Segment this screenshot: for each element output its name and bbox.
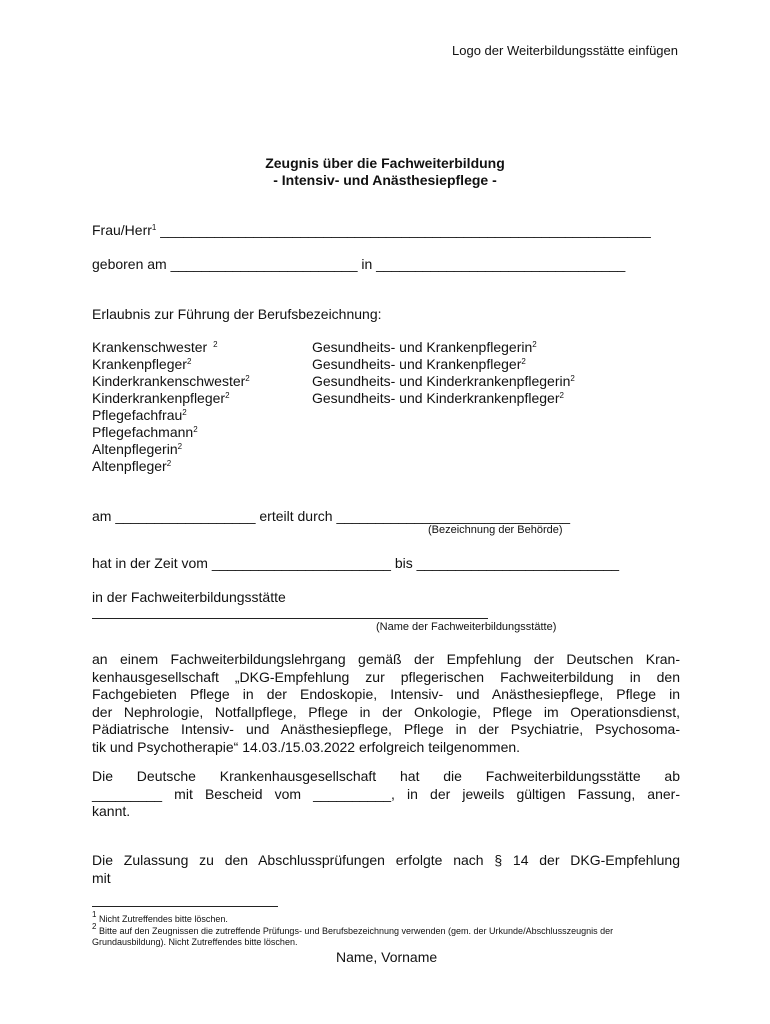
- granted-by-label: erteilt durch: [259, 508, 333, 524]
- profession-right-item[interactable]: [312, 356, 575, 373]
- footnote-ref-2: 2: [225, 391, 230, 400]
- period-to-label: bis: [394, 555, 413, 571]
- profession-right-item[interactable]: [312, 373, 575, 390]
- profession-left-label: Altenpfleger: [92, 458, 167, 474]
- profession-right-item[interactable]: [312, 339, 575, 356]
- profession-left-label: Kinderkrankenpfleger: [92, 390, 226, 406]
- recognition-paragraph: [92, 768, 680, 821]
- paragraph-line: Fachgebieten Pflege in der Endoskopie, Intensiv- und Anästhesiepflege, Pflege in: [92, 686, 680, 702]
- footnote-ref-2: 2: [559, 391, 564, 400]
- paragraph-line: Die Zulassung zu den Abschlussprüfungen erfolgte nach § 14 der DKG-Empfehlung: [92, 852, 680, 868]
- footnote-ref-2: 2: [570, 374, 575, 383]
- footnote-1-text: Nicht Zutreffendes bitte löschen.: [98, 914, 228, 924]
- born-label: geboren am: [92, 256, 167, 272]
- profession-left-item[interactable]: [92, 441, 250, 458]
- footnote-2-text: Bitte auf den Zeugnissen die zutreffende Prüfungs- und Berufsbezeichnung verwenden (gem. der Urkunde/Abschlusszeugnis der Grundausbildung). Nicht Zutreffendes bitte löschen.: [92, 926, 614, 947]
- paragraph-line: mit: [92, 869, 111, 886]
- name-signature-label: Name, Vorname: [336, 949, 438, 965]
- paragraph-line: Die Deutsche Krankenhausgesellschaft hat die Fachweiterbildungsstätte ab: [92, 768, 680, 784]
- profession-left-label: Krankenschwester: [92, 339, 208, 355]
- born-place-blank[interactable]: ________________________________: [376, 256, 626, 272]
- granted-field[interactable]: [92, 508, 570, 525]
- paragraph-line: tik und Psychotherapie“ 14.03./15.03.2022 erfolgreich teilgenommen.: [92, 738, 521, 755]
- granted-date-blank[interactable]: __________________: [115, 508, 256, 524]
- profession-left-label: Altenpflegerin: [92, 441, 178, 457]
- title-line-1: Zeugnis über die Fachweiterbildung: [265, 155, 505, 171]
- profession-left-item[interactable]: [92, 407, 250, 424]
- profession-left-label: Krankenpfleger: [92, 356, 187, 372]
- footnote-ref-2: 2: [521, 357, 526, 366]
- granted-am-label: am: [92, 508, 112, 524]
- granted-authority-blank[interactable]: ______________________________: [336, 508, 571, 524]
- footnote-ref-2: 2: [177, 442, 183, 451]
- permission-heading: Erlaubnis zur Führung der Berufsbezeichnung:: [92, 306, 382, 322]
- footnote-ref-2: 2: [186, 357, 192, 366]
- profession-right-label: Gesundheits- und Kinderkrankenpfleger: [312, 390, 560, 406]
- admission-paragraph: [92, 852, 680, 887]
- profession-left-item[interactable]: [92, 339, 250, 356]
- name-blank[interactable]: _______________________________________________________________: [160, 222, 651, 238]
- paragraph-line: kenhausgesellschaft „DKG-Empfehlung zur pflegerischen Fachweiterbildung in den: [92, 668, 680, 685]
- facility-name-line[interactable]: [92, 618, 488, 619]
- profession-left-item[interactable]: [92, 356, 250, 373]
- footnote-ref-2: 2: [532, 340, 537, 349]
- footnote-2: [92, 922, 678, 948]
- footnote-1: [92, 910, 678, 925]
- profession-left-label: Pflegefachfrau: [92, 407, 183, 423]
- period-from-label: hat in der Zeit vom: [92, 555, 208, 571]
- paragraph-line: an einem Fachweiterbildungslehrgang gemäß der Empfehlung der Deutschen Kran-: [92, 651, 680, 667]
- paragraph-line: der Nephrologie, Notfallpflege, Pflege in der Onkologie, Pflege im Operationsdienst,: [92, 703, 680, 720]
- profession-left-item[interactable]: [92, 458, 250, 475]
- footnote-2-mark: 2: [92, 922, 97, 931]
- profession-right-item[interactable]: [312, 390, 575, 407]
- title-line-2: - Intensiv- und Anästhesiepflege -: [273, 172, 497, 188]
- period-to-blank[interactable]: __________________________: [416, 555, 620, 571]
- period-from-blank[interactable]: _______________________: [211, 555, 391, 571]
- facility-label: in der Fachweiterbildungsstätte: [92, 589, 286, 605]
- footnote-ref-2: 2: [213, 340, 218, 349]
- footnote-ref-2: 2: [166, 459, 172, 468]
- birth-field[interactable]: [92, 256, 625, 273]
- born-date-blank[interactable]: ________________________: [170, 256, 358, 272]
- profession-list-left: [92, 339, 250, 475]
- profession-left-item[interactable]: [92, 390, 250, 407]
- footnote-separator: [92, 906, 278, 907]
- name-field[interactable]: [92, 222, 651, 239]
- footnote-ref-2: 2: [245, 374, 250, 383]
- profession-left-item[interactable]: [92, 424, 250, 441]
- paragraph-line: _________ mit Bescheid vom __________, in der jeweils gültigen Fassung, aner-: [92, 785, 680, 802]
- profession-right-label: Gesundheits- und Krankenpflegerin: [312, 339, 533, 355]
- document-title: [0, 155, 770, 189]
- paragraph-line: Pädiatrische Intensiv- und Anästhesiepflege, Pflege in der Psychiatrie, Psychosoma-: [92, 721, 680, 737]
- authority-caption: (Bezeichnung der Behörde): [428, 524, 563, 536]
- born-in-label: in: [361, 256, 373, 272]
- footnote-ref-2: 2: [182, 408, 187, 417]
- profession-right-label: Gesundheits- und Kinderkrankenpflegerin: [312, 373, 571, 389]
- footnote-ref-1: 1: [151, 223, 157, 232]
- profession-left-label: Pflegefachmann: [92, 424, 194, 440]
- participation-paragraph: [92, 651, 680, 756]
- footnote-ref-2: 2: [193, 425, 198, 434]
- name-label: Frau/Herr: [92, 222, 152, 238]
- profession-right-label: Gesundheits- und Krankenpfleger: [312, 356, 522, 372]
- profession-left-item[interactable]: [92, 373, 250, 390]
- facility-caption: (Name der Fachweiterbildungsstätte): [376, 621, 557, 633]
- paragraph-line: kannt.: [92, 803, 131, 819]
- profession-left-label: Kinderkrankenschwester: [92, 373, 246, 389]
- logo-placeholder-text: Logo der Weiterbildungsstätte einfügen: [452, 43, 678, 58]
- profession-list-right: [312, 339, 575, 407]
- period-field[interactable]: [92, 555, 619, 572]
- footnote-1-mark: 1: [92, 910, 97, 919]
